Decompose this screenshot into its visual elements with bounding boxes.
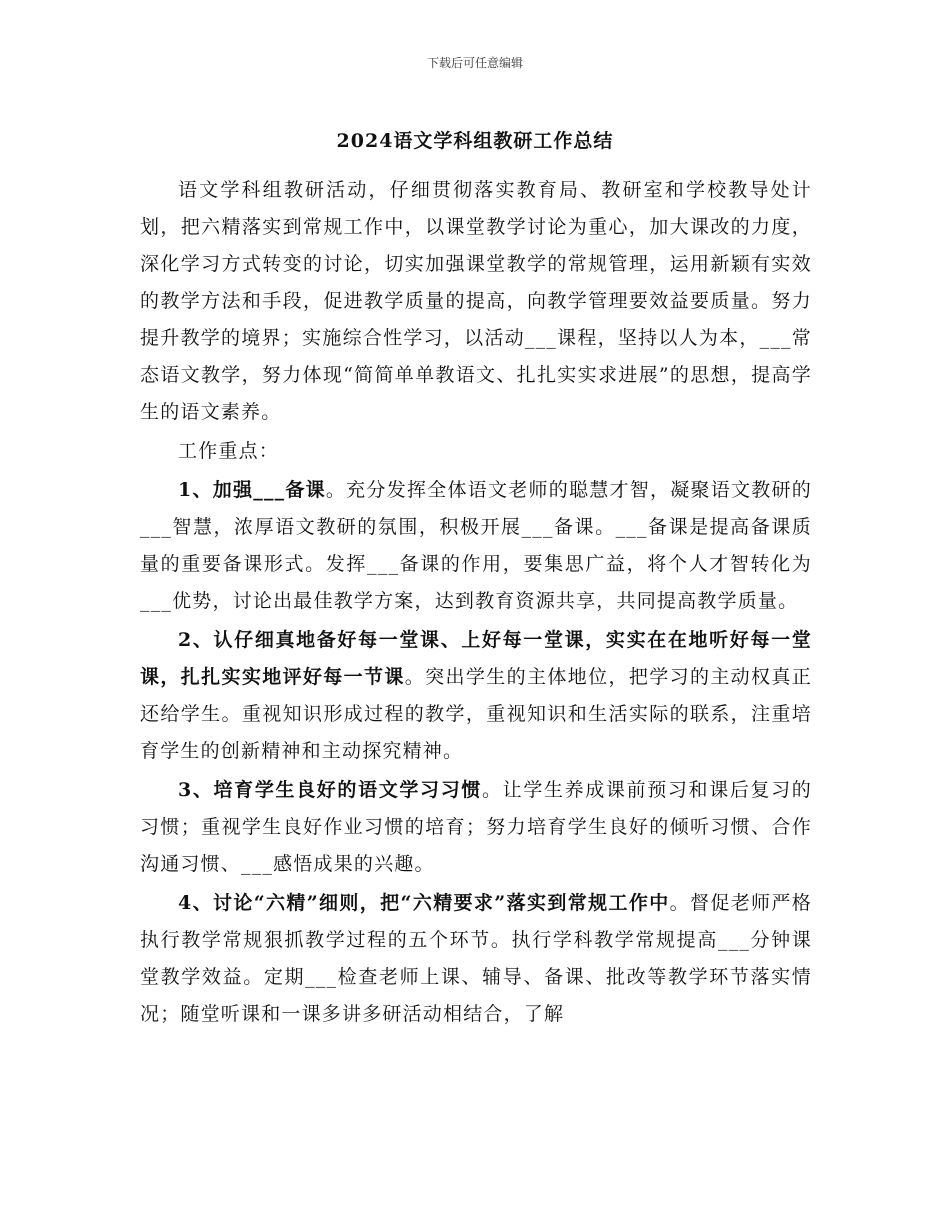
focus-item-lead: 1、加强___备课 <box>178 479 326 501</box>
paragraph-text: 。突出学生的主体地位，把学习的主动权真正还给学生。重视知识形成过程的教学，重视知识和生活实际的联系，注重培育学生的创新精神和主动探究精神。 <box>140 666 812 762</box>
focus-item-2 <box>140 622 812 770</box>
document-title: 2024语文学科组教研工作总结 <box>336 130 614 152</box>
paragraph-text: 工作重点： <box>178 440 280 462</box>
paragraph-text: 语文学科组教研活动，仔细贯彻落实教育局、教研室和学校教导处计划，把六精落实到常规工作中，以课堂教学讨论为重心，加大课改的力度，深化学习方式转变的讨论，切实加强课堂教学的常规管理，运用新颖有实效的教学方法和手段，促进教学质量的提高，向教学管理要效益要质量。努力提升教学的境界；实施综合性学习，以活动___课程，坚持以人为本，___常态语文教学，努力体现“简简单单教语文、扎扎实实求进展”的思想，提高学生的语文素养。 <box>140 179 812 423</box>
focus-item-3 <box>140 772 812 883</box>
work-focus-heading <box>140 433 812 470</box>
focus-item-4 <box>140 885 812 1033</box>
paragraph-text: 。让学生养成课前预习和课后复习的习惯；重视学生良好作业习惯的培育；努力培育学生良好的倾听习惯、合作沟通习惯、___感悟成果的兴趣。 <box>140 779 812 875</box>
paragraph-text: 。充分发挥全体语文老师的聪慧才智，凝聚语文教研的___智慧，浓厚语文教研的氛围，积极开展___备课。___备课是提高备课质量的重要备课形式。发挥___备课的作用，要集思广益，将个人才智转化为___优势，讨论出最佳教学方案，达到教育资源共享，共同提高教学质量。 <box>140 479 812 612</box>
intro-paragraph <box>140 172 812 431</box>
focus-item-1 <box>140 472 812 620</box>
document-body <box>140 172 812 1035</box>
focus-item-lead: 2、认仔细真地备好每一堂课、上好每一堂课，实实在在地听好每一堂课，扎扎实实地评好每一节课 <box>140 629 812 688</box>
focus-item-lead: 4、讨论“六精”细则，把“六精要求”落实到常规工作中 <box>178 892 670 914</box>
focus-item-lead: 3、培育学生良好的语文学习习惯 <box>178 779 483 801</box>
header-note: 下载后可任意编辑 <box>426 56 523 70</box>
paragraph-text: 。督促老师严格执行教学常规狠抓教学过程的五个环节。执行学科教学常规提高___分钟课堂教学效益。定期___检查老师上课、辅导、备课、批改等教学环节落实情况；随堂听课和一课多讲多研活动相结合，了解 <box>140 892 813 1025</box>
